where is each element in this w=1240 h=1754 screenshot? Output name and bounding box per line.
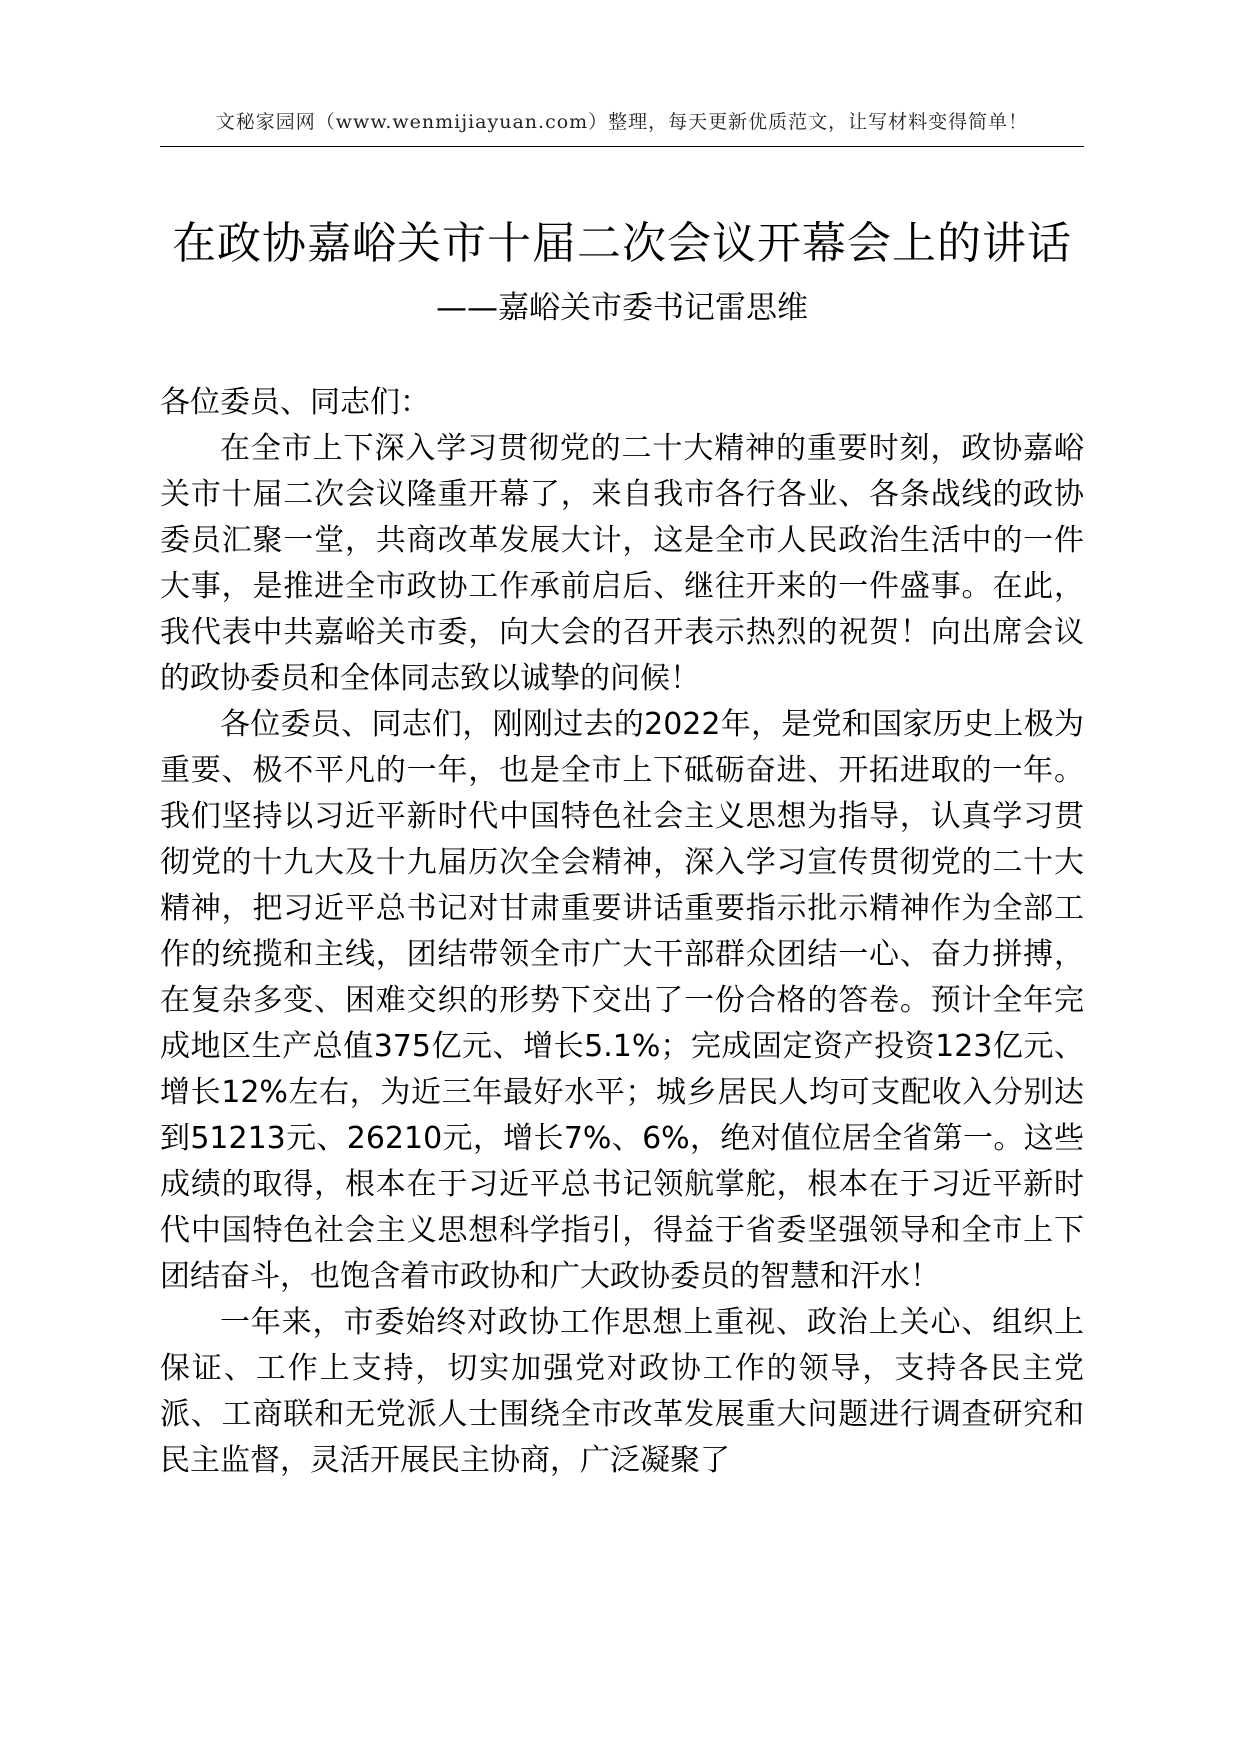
- page-header: 文秘家园网（www.wenmijiayuan.com）整理，每天更新优质范文，让写材料变得简单！: [215, 111, 1029, 133]
- document-subtitle: ——嘉峪关市委书记雷思维: [436, 290, 808, 326]
- salutation: 各位委员、同志们：: [160, 385, 430, 420]
- paragraph-2: 各位委员、同志们，刚刚过去的2022年，是党和国家历史上极为重要、极不平凡的一年，也是全市上下砥砺奋进、开拓进取的一年。我们坚持以习近平新时代中国特色社会主义思想为指导，认真学习贯彻党的十九大及十九届历次全会精神，深入学习宣传贯彻党的二十大精神，把习近平总书记对甘肃重要讲话重要指示批示精神作为全部工作的统揽和主线，团结带领全市广大干部群众团结一心、奋力拼搏，在复杂多变、困难交织的形势下交出了一份合格的答卷。预计全年完成地区生产总值375亿元、增长5.1%；完成固定资产投资123亿元、增长12%左右，为近三年最好水平；城乡居民人均可支配收入分别达到51213元、26210元，增长7%、6%，绝对值位居全省第一。这些成绩的取得，根本在于习近平总书记领航掌舵，根本在于习近平新时代中国特色社会主义思想科学指引，得益于省委坚强领导和全市上下团结奋斗，也饱含着市政协和广大政协委员的智慧和汗水！: [160, 707, 1084, 1294]
- document-body: [160, 380, 1084, 1484]
- paragraph-3: 一年来，市委始终对政协工作思想上重视、政治上关心、组织上保证、工作上支持，切实加强党对政协工作的领导，支持各民主党派、工商联和无党派人士围绕全市改革发展重大问题进行调查研究和民主监督，灵活开展民主协商，广泛凝聚了: [160, 1305, 1084, 1478]
- header-divider: [160, 146, 1084, 147]
- document-title: 在政协嘉峪关市十届二次会议开幕会上的讲话: [172, 218, 1072, 269]
- paragraph-1: 在全市上下深入学习贯彻党的二十大精神的重要时刻，政协嘉峪关市十届二次会议隆重开幕了，来自我市各行各业、各条战线的政协委员汇聚一堂，共商改革发展大计，这是全市人民政治生活中的一件大事，是推进全市政协工作承前启后、继往开来的一件盛事。在此，我代表中共嘉峪关市委，向大会的召开表示热烈的祝贺！向出席会议的政协委员和全体同志致以诚挚的问候！: [160, 431, 1084, 696]
